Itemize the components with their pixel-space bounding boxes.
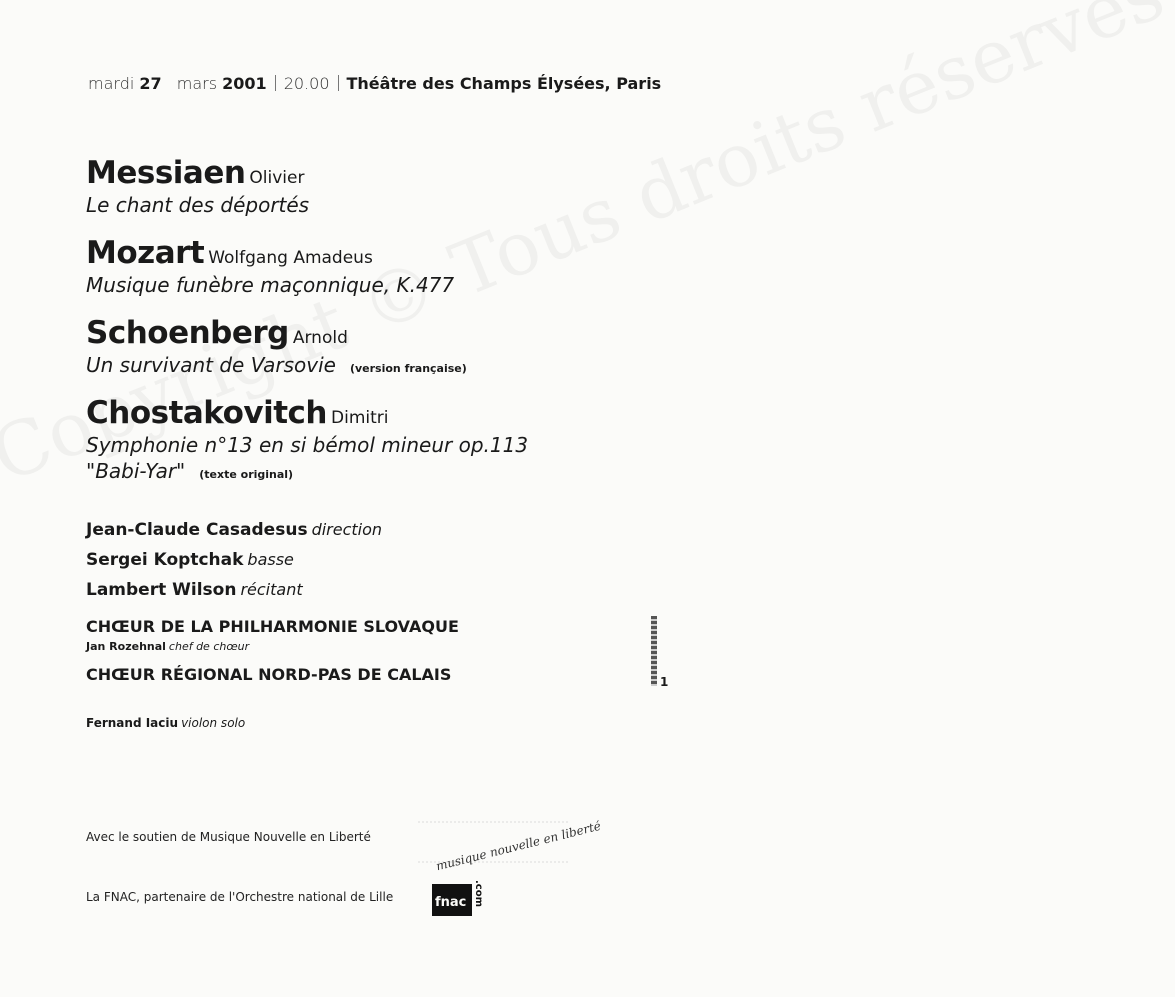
performer-name: Sergei Koptchak <box>86 550 244 570</box>
choir-nord-pas-de-calais: CHŒUR RÉGIONAL NORD-PAS DE CALAIS <box>86 665 452 684</box>
composer-name: Messiaen <box>86 155 246 191</box>
venue: Théâtre des Champs Élysées, Paris <box>346 74 662 93</box>
fnac-partner-credit: La FNAC, partenaire de l'Orchestre national de Lille <box>86 890 394 904</box>
composer-name: Mozart <box>86 235 205 271</box>
work-title: Musique funèbre maçonnique, K.477 <box>86 273 455 297</box>
month: mars <box>176 74 218 93</box>
performer-name: Lambert Wilson <box>86 580 237 600</box>
fnac-logo-text: fnac <box>435 895 467 910</box>
work-mozart <box>86 235 454 297</box>
support-credit: Avec le soutien de Musique Nouvelle en Liberté <box>86 830 371 844</box>
header-divider <box>338 75 339 91</box>
work-schoenberg <box>86 315 467 377</box>
header-divider <box>275 75 276 91</box>
director-name: Jan Rozehnal <box>86 640 166 653</box>
choir-slovak: CHŒUR DE LA PHILHARMONIE SLOVAQUE <box>86 617 459 636</box>
composer-name: Schoenberg <box>86 315 289 351</box>
fnac-logo <box>432 878 490 922</box>
composer-first-name: Dimitri <box>331 408 389 428</box>
performer-narrator <box>86 580 303 600</box>
musique-nouvelle-signature-logo <box>418 818 603 874</box>
performer-role: récitant <box>240 580 303 599</box>
violinist-role: violon solo <box>181 716 246 730</box>
composer-first-name: Olivier <box>249 168 305 188</box>
signature-text: musique nouvelle en liberté <box>434 818 603 874</box>
performer-name: Jean-Claude Casadesus <box>86 520 308 540</box>
concert-header <box>88 74 661 93</box>
page-edge-marker <box>651 616 657 686</box>
work-subtitle: "Babi-Yar" <box>86 459 186 483</box>
performer-conductor <box>86 520 382 540</box>
composer-first-name: Wolfgang Amadeus <box>208 248 373 268</box>
time: 20.00 <box>283 74 330 93</box>
work-title: Le chant des déportés <box>86 193 310 217</box>
work-note: (texte original) <box>199 468 294 481</box>
performer-role: basse <box>247 550 294 569</box>
performer-bass <box>86 550 294 570</box>
work-messiaen <box>86 155 309 217</box>
violinist-name: Fernand Iaciu <box>86 716 179 730</box>
fnac-logo-suffix: .com <box>473 880 484 908</box>
composer-first-name: Arnold <box>292 328 348 348</box>
work-title: Symphonie n°13 en si bémol mineur op.113 <box>86 433 529 457</box>
composer-name: Chostakovitch <box>86 395 327 431</box>
work-note: (version française) <box>349 362 467 375</box>
work-chostakovitch <box>86 395 528 483</box>
violin-solo <box>86 716 245 730</box>
director-role: chef de chœur <box>168 640 250 653</box>
work-title: Un survivant de Varsovie <box>86 353 336 377</box>
day-name: mardi <box>88 74 135 93</box>
choir-director <box>86 640 249 653</box>
year: 2001 <box>222 74 267 93</box>
day: 27 <box>139 74 162 93</box>
page-number: 1 <box>660 675 669 689</box>
performer-role: direction <box>311 520 383 539</box>
